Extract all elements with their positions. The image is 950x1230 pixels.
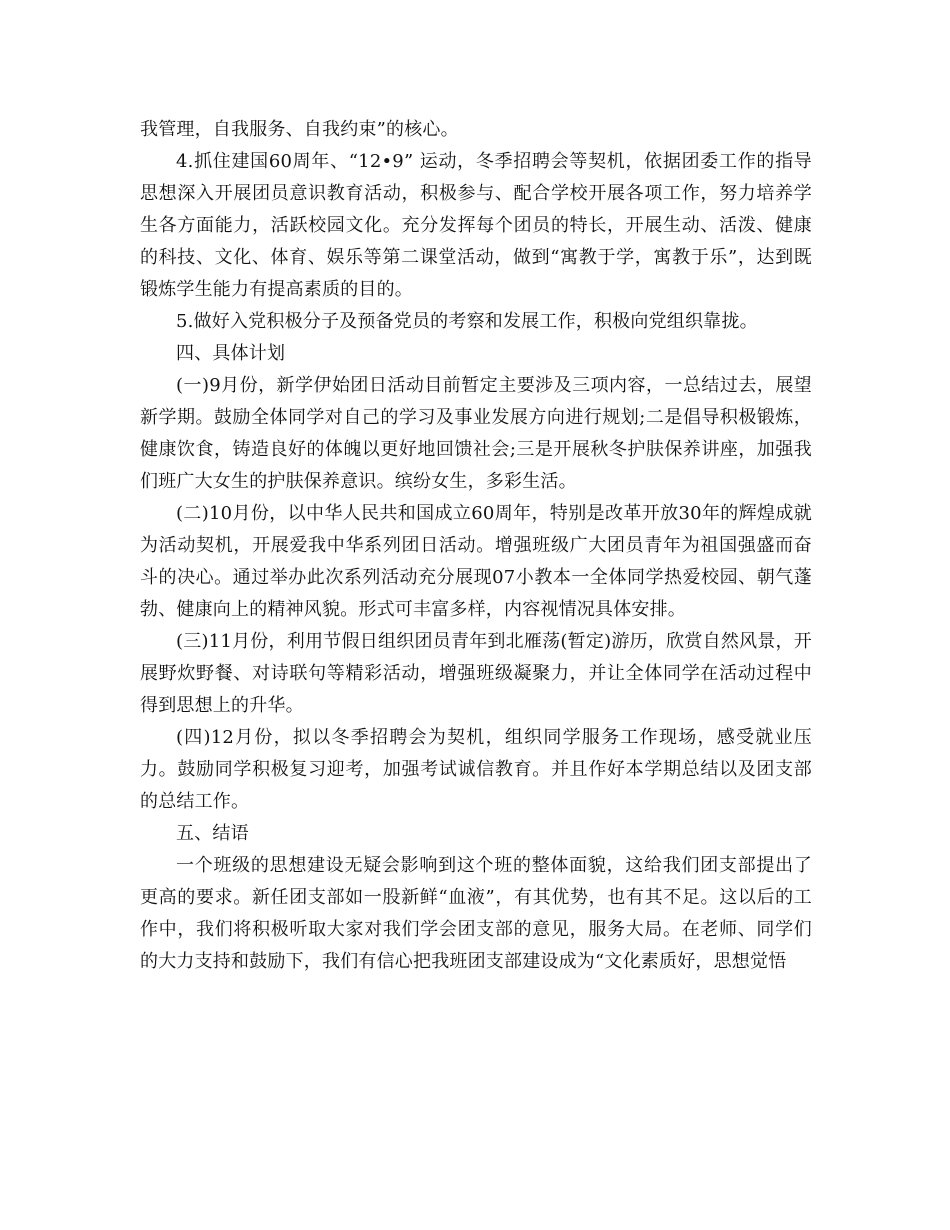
section-heading-specific-plan: 四、具体计划 — [176, 343, 286, 364]
paragraph-continuation: 我管理，自我服务、自我约束”的核心。 — [140, 119, 459, 140]
paragraph-plan-september: (一)9月份，新学伊始团日活动目前暂定主要涉及三项内容，一总结过去，展望新学期。鼓励全体同学对自己的学习及事业发展方向进行规划;二是倡导积极锻炼，健康饮食，铸造良好的体魄以更好地回馈社会;三是开展秋冬护肤保养讲座，加强我们班广大女生的护肤保养意识。缤纷女生，多彩生活。 — [140, 375, 812, 492]
paragraph-conclusion: 一个班级的思想建设无疑会影响到这个班的整体面貌，这给我们团支部提出了更高的要求。新任团支部如一股新鲜“血液”，有其优势，也有其不足。这以后的工作中，我们将积极听取大家对我们学会团支部的意见，服务大局。在老师、同学们的大力支持和鼓励下，我们有信心把我班团支部建设成为“文化素质好，思想觉悟 — [140, 855, 812, 972]
section-heading-conclusion: 五、结语 — [176, 823, 249, 844]
paragraph-item-4: 4.抓住建国60周年、“12•9” 运动，冬季招聘会等契机，依据团委工作的指导思想深入开展团员意识教育活动，积极参与、配合学校开展各项工作，努力培养学生各方面能力，活跃校园文化。充分发挥每个团员的特长，开展生动、活泼、健康的科技、文化、体育、娱乐等第二课堂活动，做到“寓教于学，寓教于乐”，达到既锻炼学生能力有提高素质的目的。 — [140, 151, 812, 300]
paragraph-item-5: 5.做好入党积极分子及预备党员的考察和发展工作，积极向党组织靠拢。 — [176, 311, 758, 332]
paragraph-plan-october: (二)10月份，以中华人民共和国成立60周年，特别是改革开放30年的辉煌成就为活动契机，开展爱我中华系列团日活动。增强班级广大团员青年为祖国强盛而奋斗的决心。通过举办此次系列活动充分展现07小教本一全体同学热爱校园、朝气蓬勃、健康向上的精神风貌。形式可丰富多样，内容视情况具体安排。 — [140, 503, 812, 620]
document-body — [140, 114, 812, 978]
paragraph-plan-november: (三)11月份，利用节假日组织团员青年到北雁荡(暂定)游历，欣赏自然风景，开展野炊野餐、对诗联句等精彩活动，增强班级凝聚力，并让全体同学在活动过程中得到思想上的升华。 — [140, 631, 812, 716]
paragraph-plan-december: (四)12月份，拟以冬季招聘会为契机，组织同学服务工作现场，感受就业压力。鼓励同学积极复习迎考，加强考试诚信教育。并且作好本学期总结以及团支部的总结工作。 — [140, 727, 812, 812]
